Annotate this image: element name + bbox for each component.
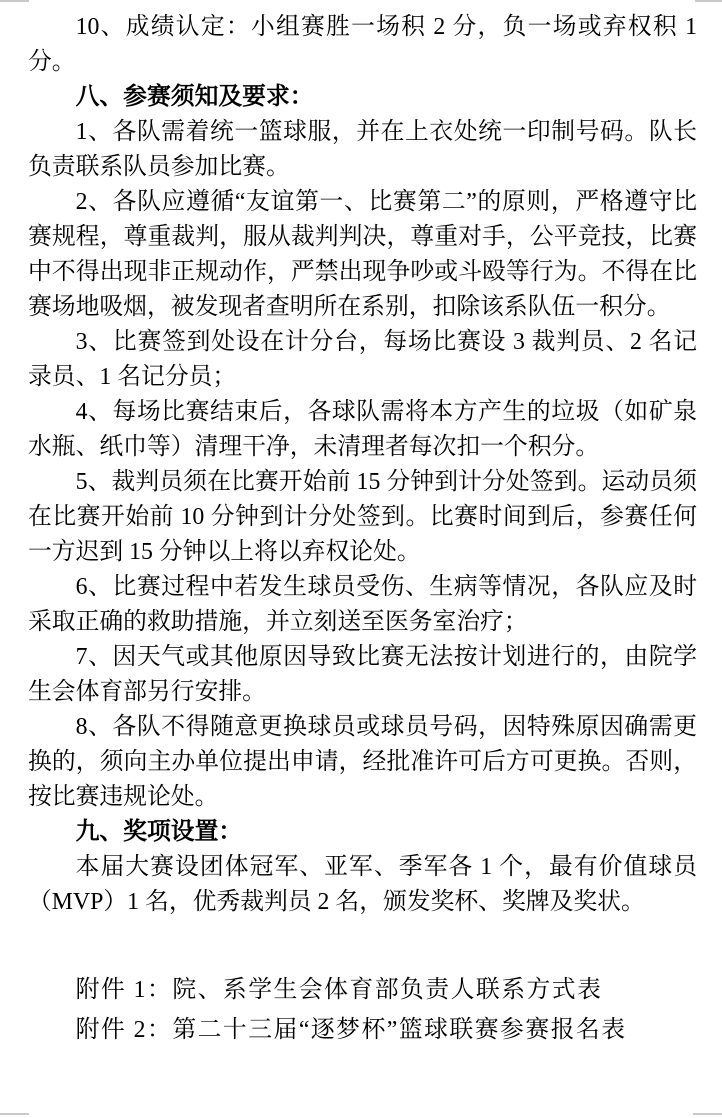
- paragraph: 6、比赛过程中若发生球员受伤、生病等情况，各队应及时采取正确的救助措施，并立刻送至医务室治疗；: [28, 574, 697, 635]
- page-edge-fragment-bottom-right: [693, 1113, 722, 1115]
- paragraph: 4、每场比赛结束后，各球队需将本方产生的垃圾（如矿泉水瓶、纸巾等）清理干净，未清理者每次扣一个积分。: [28, 399, 697, 460]
- paragraph: 1、各队需着统一篮球服，并在上衣处统一印制号码。队长负责联系队员参加比赛。: [28, 119, 697, 180]
- paragraph: 2、各队应遵循“友谊第一、比赛第二”的原则，严格遵守比赛规程，尊重裁判，服从裁判判决，尊重对手，公平竞技，比赛中不得出现非正规动作，严禁出现争吵或斗殴等行为。不得在比赛场地吸烟，被发现者查明所在系别，扣除该系队伍一积分。: [28, 189, 697, 320]
- paragraph: 5、裁判员须在比赛开始前 15 分钟到计分处签到。运动员须在比赛开始前 10 分钟到计分处签到。比赛时间到后，参赛任何一方迟到 15 分钟以上将以弃权论处。: [28, 469, 697, 565]
- section-heading: 九、奖项设置：: [75, 819, 243, 845]
- paragraph: 8、各队不得随意更换球员或球员号码，因特殊原因确需更换的，须向主办单位提出申请，经批准许可后方可更换。否则，按比赛违规论处。: [28, 714, 697, 810]
- paragraph: 10、成绩认定：小组赛胜一场积 2 分，负一场或弃权积 1 分。: [28, 14, 697, 75]
- attachment-line: 附件 2：第二十三届“逐梦杯”篮球联赛参赛报名表: [75, 1017, 627, 1043]
- page-edge-fragment-top-left: [0, 0, 29, 2]
- paragraph: 3、比赛签到处设在计分台，每场比赛设 3 裁判员、2 名记录员、1 名记分员；: [28, 329, 697, 390]
- paragraph: 7、因天气或其他原因导致比赛无法按计划进行的，由院学生会体育部另行安排。: [28, 644, 697, 705]
- paragraph: 本届大赛设团体冠军、亚军、季军各 1 个，最有价值球员（MVP）1 名，优秀裁判员 2 名，颁发奖杯、奖牌及奖状。: [28, 854, 697, 915]
- section-heading: 八、参赛须知及要求：: [75, 84, 314, 110]
- page-edge-fragment-top-right: [695, 0, 722, 2]
- page-edge-fragment-bottom-left: [0, 1113, 29, 1115]
- attachment-line: 附件 1：院、系学生会体育部负责人联系方式表: [75, 977, 603, 1003]
- document-content: [28, 10, 697, 1050]
